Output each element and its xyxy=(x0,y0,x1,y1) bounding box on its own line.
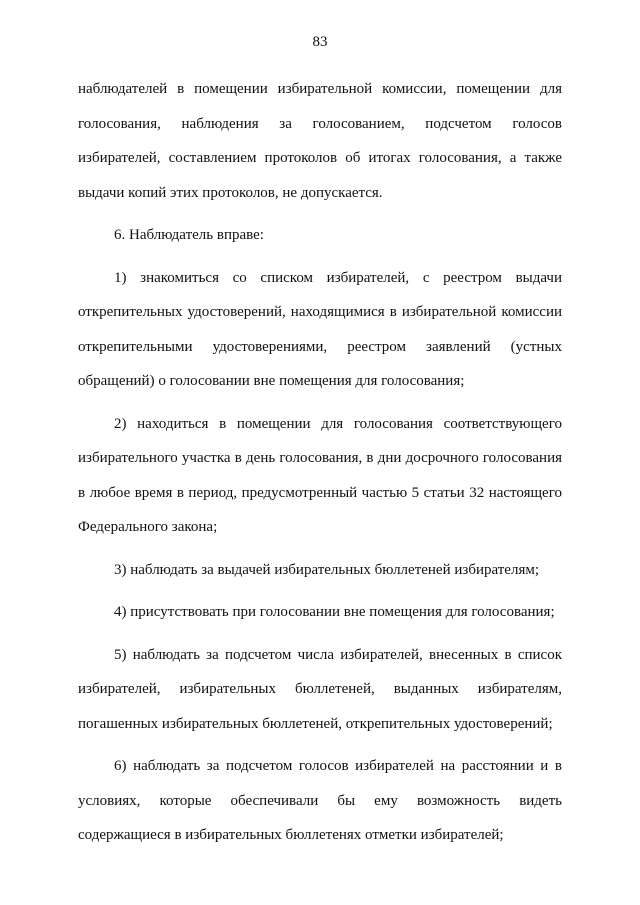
page-number: 83 xyxy=(312,34,328,50)
paragraph-item-1 xyxy=(78,261,562,399)
text-line: 1) знакомиться со списком избирателей, с реестром выдачи xyxy=(114,269,562,286)
paragraph-item-3 xyxy=(78,553,562,588)
paragraph-item-5 xyxy=(78,638,562,742)
paragraph-item-4 xyxy=(78,595,562,630)
text-line: условиях, которые обеспечивали бы ему возможность видеть xyxy=(78,792,562,809)
text-line: 6) наблюдать за подсчетом голосов избирателей на расстоянии и в xyxy=(114,758,562,774)
text-line: открепительных удостоверений, находящимися в избирательной комиссии xyxy=(78,304,562,320)
paragraph-section-6 xyxy=(78,218,562,253)
text-line: 3) наблюдать за выдачей избирательных бюллетеней избирателям; xyxy=(114,561,540,578)
text-line: 5) наблюдать за подсчетом числа избирателей, внесенных в список xyxy=(114,646,562,663)
text-line: 4) присутствовать при голосовании вне помещения для голосования; xyxy=(114,604,555,620)
text-line: выдачи копий этих протоколов, не допускается. xyxy=(78,184,383,201)
text-line: погашенных избирательных бюллетеней, открепительных удостоверений; xyxy=(78,715,553,732)
text-line: в любое время в период, предусмотренный частью 5 статьи 32 настоящего xyxy=(78,484,562,501)
text-line: открепительными удостоверениями, реестром заявлений (устных xyxy=(78,338,562,355)
text-line: голосования, наблюдения за голосованием, подсчетом голосов xyxy=(78,115,562,132)
text-line: наблюдателей в помещении избирательной комиссии, помещении для xyxy=(78,81,562,97)
text-line: Федерального закона; xyxy=(78,519,218,535)
paragraph-continuation xyxy=(78,72,562,210)
text-line: избирательного участка в день голосования, в дни досрочного голосования xyxy=(78,450,562,466)
paragraph-item-2 xyxy=(78,407,562,545)
text-line: обращений) о голосовании вне помещения для голосования; xyxy=(78,373,465,389)
text-line: избирателей, избирательных бюллетеней, выданных избирателям, xyxy=(78,681,562,697)
paragraph-item-6 xyxy=(78,749,562,853)
text-line: 6. Наблюдатель вправе: xyxy=(114,227,264,243)
text-line: содержащиеся в избирательных бюллетенях отметки избирателей; xyxy=(78,827,504,843)
document-body xyxy=(78,72,562,853)
text-line: 2) находиться в помещении для голосования соответствующего xyxy=(114,415,562,432)
text-line: избирателей, составлением протоколов об итогах голосования, а также xyxy=(78,150,562,166)
